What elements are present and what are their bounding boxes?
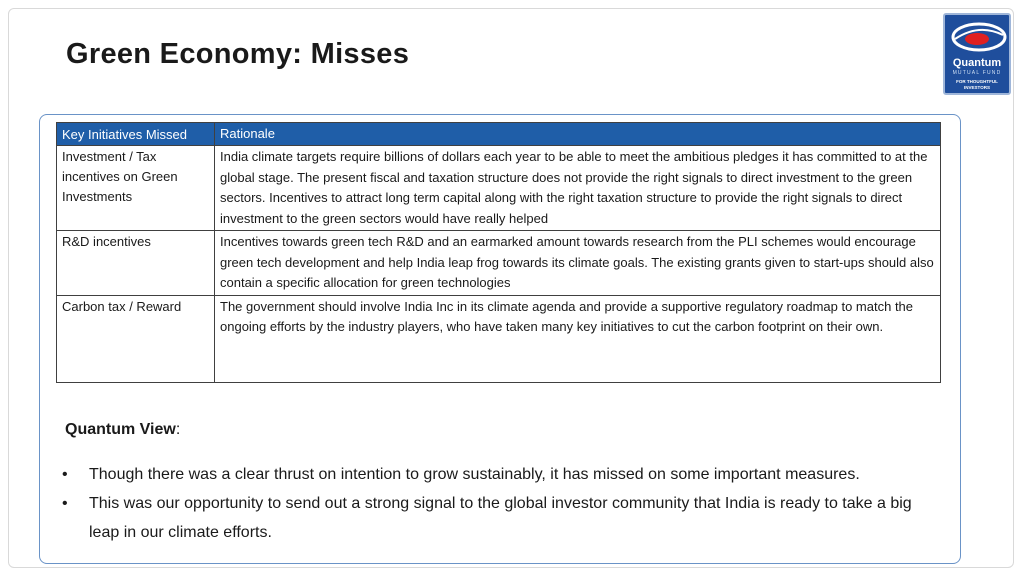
header-rationale: Rationale [215, 123, 941, 146]
rationale-cell: India climate targets require billions of dollars each year to be able to meet the ambitious pledges it has committed to at the global stage. The present fiscal and taxation structure does not provide the right signals to direct investment to the green sectors. Incentives to attract long term capital along with the right taxation structure to provide the right signals to direct investment to the green sectors would have really helped [215, 146, 941, 231]
table-row [57, 231, 941, 296]
initiative-cell: Carbon tax / Reward [57, 295, 215, 382]
list-item [62, 460, 942, 489]
table-row [57, 146, 941, 231]
initiative-cell: Investment / Tax incentives on Green Investments [57, 146, 215, 231]
bullet-icon: • [62, 466, 68, 483]
logo-subtitle: MUTUAL FUND [952, 70, 1002, 76]
table-row [57, 295, 941, 382]
quantum-logo [943, 13, 1011, 95]
initiatives-table [56, 122, 941, 383]
logo-tagline: FOR THOUGHTFUL INVESTORS [956, 79, 998, 90]
bullet-text: This was our opportunity to send out a strong signal to the global investor community that India is ready to take a big leap in our climate efforts. [89, 495, 912, 541]
slide-title: Green Economy: Misses [66, 38, 410, 70]
quantum-view-label: Quantum View [65, 421, 176, 438]
header-key-initiatives: Key Initiatives Missed [57, 123, 215, 146]
rationale-cell: Incentives towards green tech R&D and an earmarked amount towards research from the PLI schemes would encourage green tech development and help India leap frog towards its climate goals. The existing grants given to start-ups should also contain a specific allocation for green technologies [215, 231, 941, 296]
table-header-row [57, 123, 941, 146]
bullet-icon: • [62, 495, 68, 512]
bullet-text: Though there was a clear thrust on intention to grow sustainably, it has missed on some important measures. [89, 466, 860, 483]
quantum-view-heading [65, 421, 180, 439]
rationale-cell: The government should involve India Inc in its climate agenda and provide a supportive regulatory roadmap to match the ongoing efforts by the industry players, who have taken many key initiatives to cut the carbon footprint on their own. [215, 295, 941, 382]
logo-name: Quantum [952, 57, 1002, 69]
logo-swirl-icon [949, 19, 1009, 55]
quantum-view-colon: : [175, 421, 181, 438]
initiative-cell: R&D incentives [57, 231, 215, 296]
list-item [62, 489, 942, 547]
quantum-view-bullets [62, 460, 942, 547]
